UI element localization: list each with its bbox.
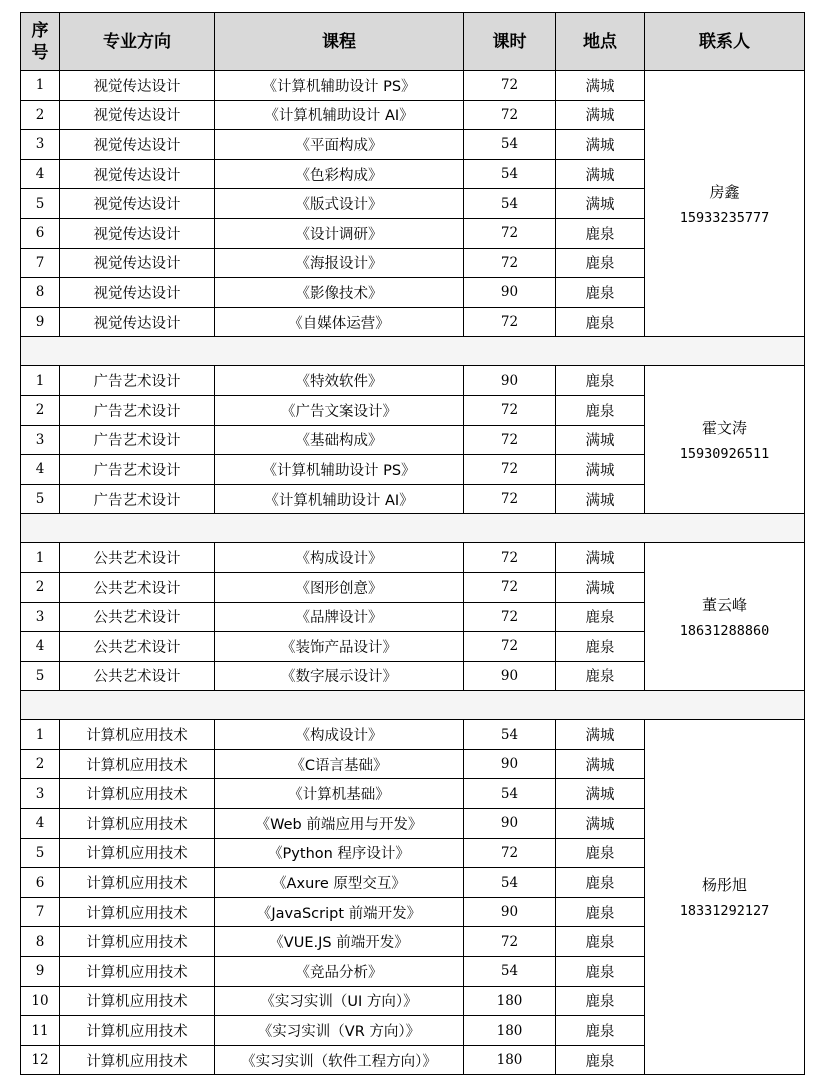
row-hours-cell: 90 [464, 661, 556, 691]
row-course-cell: 《数字展示设计》 [215, 661, 464, 691]
row-no-cell: 2 [21, 749, 60, 779]
row-location-cell: 满城 [556, 720, 645, 750]
separator-cell [21, 337, 805, 366]
row-major-cell: 计算机应用技术 [60, 1016, 215, 1046]
row-major-cell: 计算机应用技术 [60, 838, 215, 868]
row-no-cell: 8 [21, 278, 60, 308]
row-no-cell: 3 [21, 425, 60, 455]
row-hours-cell: 90 [464, 366, 556, 396]
row-location-cell: 满城 [556, 455, 645, 485]
row-hours-cell: 54 [464, 189, 556, 219]
row-course-cell: 《色彩构成》 [215, 159, 464, 189]
row-no-cell: 9 [21, 957, 60, 987]
row-no-cell: 4 [21, 455, 60, 485]
row-no-cell: 9 [21, 307, 60, 337]
row-no-cell: 2 [21, 395, 60, 425]
contact-name: 董云峰 [701, 595, 747, 614]
row-location-cell: 鹿泉 [556, 366, 645, 396]
row-course-cell: 《构成设计》 [215, 543, 464, 573]
row-hours-cell: 72 [464, 395, 556, 425]
row-location-cell: 鹿泉 [556, 897, 645, 927]
row-no-cell: 5 [21, 661, 60, 691]
contact-cell [645, 366, 805, 514]
row-major-cell: 计算机应用技术 [60, 897, 215, 927]
row-hours-cell: 72 [464, 307, 556, 337]
row-major-cell: 视觉传达设计 [60, 189, 215, 219]
row-location-cell: 满城 [556, 425, 645, 455]
table-row [21, 366, 805, 396]
contact-cell [645, 720, 805, 1075]
row-no-cell: 1 [21, 720, 60, 750]
group-separator [21, 691, 805, 720]
row-major-cell: 计算机应用技术 [60, 749, 215, 779]
row-hours-cell: 180 [464, 1016, 556, 1046]
row-hours-cell: 72 [464, 927, 556, 957]
row-hours-cell: 72 [464, 218, 556, 248]
row-major-cell: 计算机应用技术 [60, 986, 215, 1016]
row-hours-cell: 72 [464, 248, 556, 278]
row-hours-cell: 54 [464, 779, 556, 809]
row-major-cell: 视觉传达设计 [60, 248, 215, 278]
row-no-cell: 6 [21, 868, 60, 898]
row-course-cell: 《计算机辅助设计 AI》 [215, 100, 464, 130]
contact-name: 霍文涛 [701, 418, 747, 437]
row-hours-cell: 72 [464, 71, 556, 101]
row-hours-cell: 72 [464, 543, 556, 573]
row-no-cell: 1 [21, 543, 60, 573]
row-location-cell: 满城 [556, 130, 645, 160]
header-major: 专业方向 [60, 13, 215, 71]
contact-name: 杨彤旭 [701, 876, 747, 895]
contact-cell [645, 71, 805, 337]
row-major-cell: 公共艺术设计 [60, 572, 215, 602]
row-major-cell: 广告艺术设计 [60, 366, 215, 396]
row-hours-cell: 72 [464, 838, 556, 868]
row-course-cell: 《计算机辅助设计 AI》 [215, 484, 464, 514]
row-no-cell: 12 [21, 1045, 60, 1075]
table-row [21, 71, 805, 101]
row-major-cell: 公共艺术设计 [60, 543, 215, 573]
row-location-cell: 鹿泉 [556, 1045, 645, 1075]
row-hours-cell: 72 [464, 425, 556, 455]
contact-phone: 15933235777 [679, 209, 770, 226]
row-location-cell: 鹿泉 [556, 1016, 645, 1046]
row-location-cell: 鹿泉 [556, 218, 645, 248]
row-major-cell: 计算机应用技术 [60, 720, 215, 750]
contact-phone: 18331292127 [679, 903, 770, 920]
header-contact: 联系人 [645, 13, 805, 71]
row-major-cell: 广告艺术设计 [60, 395, 215, 425]
row-hours-cell: 72 [464, 572, 556, 602]
contact-cell [645, 543, 805, 691]
row-no-cell: 5 [21, 484, 60, 514]
row-location-cell: 满城 [556, 572, 645, 602]
row-major-cell: 计算机应用技术 [60, 809, 215, 839]
table-body [21, 71, 805, 1075]
row-no-cell: 7 [21, 897, 60, 927]
row-course-cell: 《广告文案设计》 [215, 395, 464, 425]
separator-cell [21, 514, 805, 543]
row-course-cell: 《计算机辅助设计 PS》 [215, 71, 464, 101]
row-no-cell: 6 [21, 218, 60, 248]
course-table [20, 12, 805, 1075]
row-course-cell: 《品牌设计》 [215, 602, 464, 632]
table-header [21, 13, 805, 71]
row-no-cell: 5 [21, 838, 60, 868]
row-no-cell: 8 [21, 927, 60, 957]
row-hours-cell: 180 [464, 986, 556, 1016]
row-major-cell: 广告艺术设计 [60, 425, 215, 455]
row-course-cell: 《竞品分析》 [215, 957, 464, 987]
row-no-cell: 11 [21, 1016, 60, 1046]
table-row [21, 543, 805, 573]
row-course-cell: 《JavaScript 前端开发》 [215, 897, 464, 927]
row-course-cell: 《版式设计》 [215, 189, 464, 219]
row-hours-cell: 72 [464, 455, 556, 485]
row-no-cell: 1 [21, 366, 60, 396]
row-major-cell: 计算机应用技术 [60, 1045, 215, 1075]
row-course-cell: 《计算机辅助设计 PS》 [215, 455, 464, 485]
row-course-cell: 《C语言基础》 [215, 749, 464, 779]
row-course-cell: 《实习实训（软件工程方向）》 [215, 1045, 464, 1075]
separator-cell [21, 691, 805, 720]
row-major-cell: 公共艺术设计 [60, 632, 215, 662]
row-course-cell: 《自媒体运营》 [215, 307, 464, 337]
table-row [21, 720, 805, 750]
row-course-cell: 《计算机基础》 [215, 779, 464, 809]
row-major-cell: 视觉传达设计 [60, 71, 215, 101]
row-no-cell: 4 [21, 159, 60, 189]
row-location-cell: 鹿泉 [556, 278, 645, 308]
row-location-cell: 鹿泉 [556, 602, 645, 632]
row-major-cell: 公共艺术设计 [60, 602, 215, 632]
row-course-cell: 《实习实训（UI 方向）》 [215, 986, 464, 1016]
row-no-cell: 3 [21, 779, 60, 809]
row-course-cell: 《构成设计》 [215, 720, 464, 750]
row-no-cell: 4 [21, 632, 60, 662]
row-major-cell: 视觉传达设计 [60, 307, 215, 337]
row-location-cell: 满城 [556, 809, 645, 839]
row-course-cell: 《VUE.JS 前端开发》 [215, 927, 464, 957]
row-hours-cell: 90 [464, 809, 556, 839]
row-course-cell: 《装饰产品设计》 [215, 632, 464, 662]
row-course-cell: 《Python 程序设计》 [215, 838, 464, 868]
row-location-cell: 鹿泉 [556, 307, 645, 337]
group-separator [21, 514, 805, 543]
row-major-cell: 视觉传达设计 [60, 159, 215, 189]
row-course-cell: 《设计调研》 [215, 218, 464, 248]
row-course-cell: 《基础构成》 [215, 425, 464, 455]
row-hours-cell: 90 [464, 749, 556, 779]
row-course-cell: 《影像技术》 [215, 278, 464, 308]
row-hours-cell: 54 [464, 720, 556, 750]
row-no-cell: 4 [21, 809, 60, 839]
row-no-cell: 5 [21, 189, 60, 219]
row-course-cell: 《实习实训（VR 方向）》 [215, 1016, 464, 1046]
row-major-cell: 计算机应用技术 [60, 927, 215, 957]
row-hours-cell: 90 [464, 278, 556, 308]
row-no-cell: 2 [21, 100, 60, 130]
row-major-cell: 计算机应用技术 [60, 779, 215, 809]
row-no-cell: 3 [21, 602, 60, 632]
row-major-cell: 公共艺术设计 [60, 661, 215, 691]
row-major-cell: 计算机应用技术 [60, 868, 215, 898]
row-no-cell: 3 [21, 130, 60, 160]
row-location-cell: 鹿泉 [556, 248, 645, 278]
row-hours-cell: 54 [464, 957, 556, 987]
row-major-cell: 广告艺术设计 [60, 455, 215, 485]
row-course-cell: 《Web 前端应用与开发》 [215, 809, 464, 839]
header-no [21, 13, 60, 71]
row-location-cell: 满城 [556, 779, 645, 809]
row-major-cell: 计算机应用技术 [60, 957, 215, 987]
header-row [21, 13, 805, 71]
row-hours-cell: 72 [464, 632, 556, 662]
row-location-cell: 鹿泉 [556, 632, 645, 662]
row-hours-cell: 180 [464, 1045, 556, 1075]
contact-phone: 18631288860 [679, 622, 770, 639]
row-hours-cell: 72 [464, 100, 556, 130]
row-course-cell: 《图形创意》 [215, 572, 464, 602]
header-location: 地点 [556, 13, 645, 71]
group-separator [21, 337, 805, 366]
header-no-label: 序 号 [31, 20, 49, 63]
row-major-cell: 视觉传达设计 [60, 130, 215, 160]
contact-phone: 15930926511 [679, 445, 770, 462]
row-no-cell: 2 [21, 572, 60, 602]
row-location-cell: 满城 [556, 159, 645, 189]
row-major-cell: 视觉传达设计 [60, 278, 215, 308]
row-location-cell: 满城 [556, 189, 645, 219]
row-location-cell: 满城 [556, 749, 645, 779]
row-course-cell: 《海报设计》 [215, 248, 464, 278]
row-location-cell: 鹿泉 [556, 927, 645, 957]
row-major-cell: 广告艺术设计 [60, 484, 215, 514]
row-course-cell: 《平面构成》 [215, 130, 464, 160]
row-location-cell: 满城 [556, 71, 645, 101]
row-location-cell: 鹿泉 [556, 838, 645, 868]
row-hours-cell: 54 [464, 159, 556, 189]
row-location-cell: 满城 [556, 543, 645, 573]
row-hours-cell: 72 [464, 602, 556, 632]
row-no-cell: 10 [21, 986, 60, 1016]
row-course-cell: 《Axure 原型交互》 [215, 868, 464, 898]
header-course: 课程 [215, 13, 464, 71]
row-hours-cell: 72 [464, 484, 556, 514]
contact-name: 房鑫 [709, 182, 740, 201]
row-major-cell: 视觉传达设计 [60, 218, 215, 248]
row-location-cell: 鹿泉 [556, 868, 645, 898]
row-location-cell: 鹿泉 [556, 957, 645, 987]
row-course-cell: 《特效软件》 [215, 366, 464, 396]
row-location-cell: 满城 [556, 100, 645, 130]
row-location-cell: 鹿泉 [556, 395, 645, 425]
row-hours-cell: 54 [464, 868, 556, 898]
row-hours-cell: 54 [464, 130, 556, 160]
row-location-cell: 满城 [556, 484, 645, 514]
row-hours-cell: 90 [464, 897, 556, 927]
row-location-cell: 鹿泉 [556, 661, 645, 691]
row-no-cell: 7 [21, 248, 60, 278]
row-no-cell: 1 [21, 71, 60, 101]
row-location-cell: 鹿泉 [556, 986, 645, 1016]
header-hours: 课时 [464, 13, 556, 71]
row-major-cell: 视觉传达设计 [60, 100, 215, 130]
